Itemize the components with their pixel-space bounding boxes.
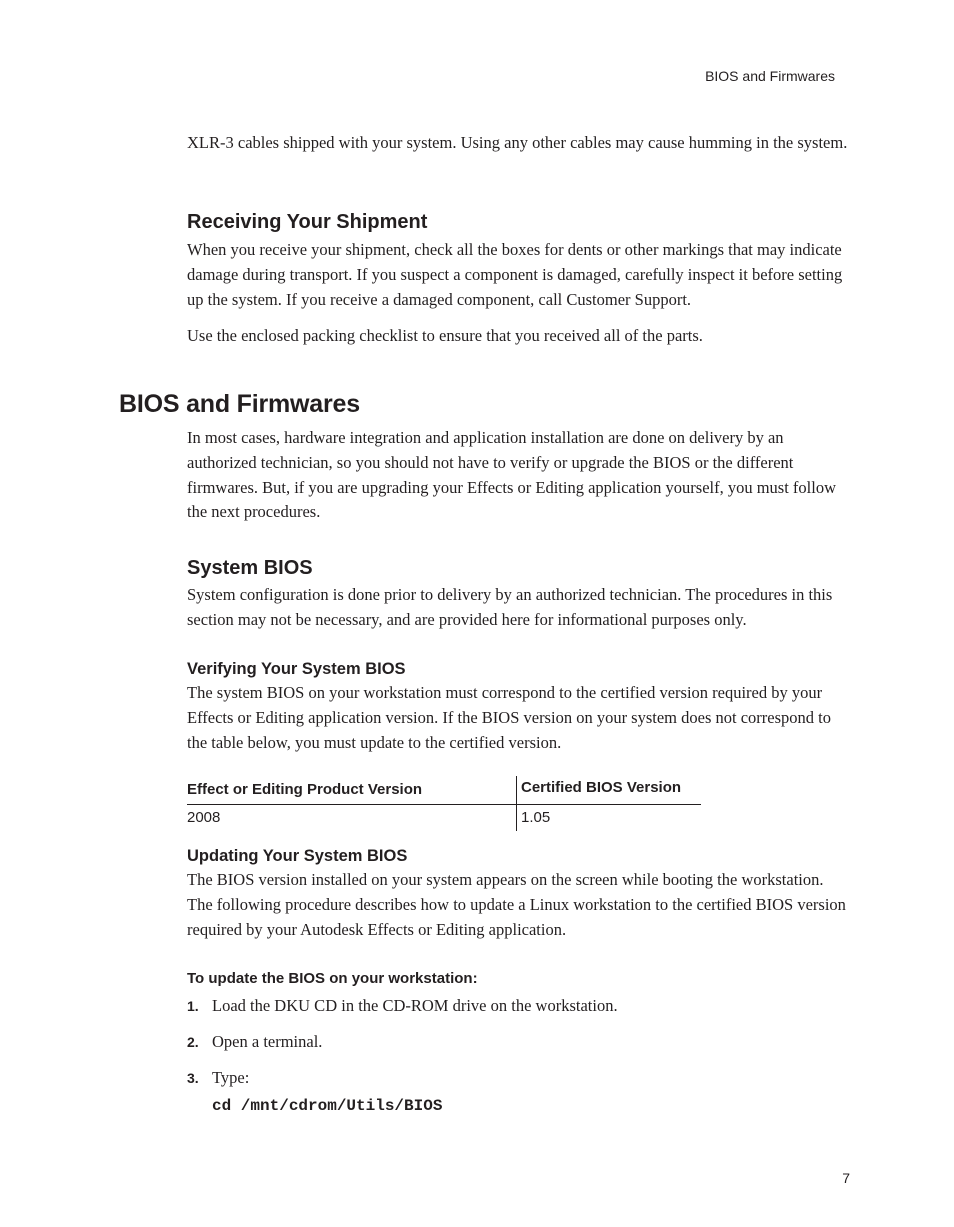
intro-continuation-paragraph: XLR-3 cables shipped with your system. Using any other cables may cause humming in the system. [187, 133, 848, 152]
system-bios-heading: System BIOS [187, 557, 313, 579]
procedure-heading: To update the BIOS on your workstation: [187, 970, 478, 987]
bios-firmwares-heading: BIOS and Firmwares [119, 390, 360, 418]
column-header-certified-bios: Certified BIOS Version [517, 776, 702, 805]
step-number: 1. [187, 998, 199, 1014]
step-text: Open a terminal. [212, 1032, 323, 1051]
procedure-step-1 [187, 994, 852, 1018]
receiving-shipment-heading: Receiving Your Shipment [187, 211, 428, 233]
updating-bios-paragraph: The BIOS version installed on your system appears on the screen while booting the workstation. The following procedure describes how to update a Linux workstation to the certified BIOS version required by your Autodesk Effects or Editing application. [187, 870, 846, 939]
table-row [187, 805, 701, 832]
updating-bios-heading: Updating Your System BIOS [187, 847, 408, 865]
procedure-step-2 [187, 1030, 852, 1054]
column-header-product-version: Effect or Editing Product Version [187, 776, 517, 805]
step-text: Type: [212, 1068, 250, 1087]
table-header-row [187, 776, 701, 805]
step-text: Load the DKU CD in the CD-ROM drive on the workstation. [212, 996, 618, 1015]
table-cell-bios-version: 1.05 [517, 805, 702, 832]
packing-checklist-paragraph: Use the enclosed packing checklist to ensure that you received all of the parts. [187, 326, 703, 345]
verifying-bios-paragraph: The system BIOS on your workstation must correspond to the certified version required by your Effects or Editing application version. If the BIOS version on your system does not correspond to the table below, you must update to the certified version. [187, 683, 831, 752]
receiving-shipment-paragraph: When you receive your shipment, check all the boxes for dents or other markings that may indicate damage during transport. If you suspect a component is damaged, carefully inspect it before setting up the system. If you receive a damaged component, call Customer Support. [187, 240, 843, 309]
procedure-step-3 [187, 1066, 852, 1090]
bios-firmwares-paragraph: In most cases, hardware integration and application installation are done on delivery by an authorized technician, so you should not have to verify or upgrade the BIOS or the different firmwares. But, if you are upgrading your Effects or Editing application yourself, you must follow the next procedures. [187, 428, 837, 522]
verifying-bios-heading: Verifying Your System BIOS [187, 660, 406, 678]
bios-version-table [187, 776, 701, 831]
running-header: BIOS and Firmwares [705, 68, 835, 84]
step-number: 2. [187, 1034, 199, 1050]
step-number: 3. [187, 1070, 199, 1086]
table-cell-product-version: 2008 [187, 809, 221, 826]
command-code: cd /mnt/cdrom/Utils/BIOS [212, 1097, 443, 1115]
page-number: 7 [842, 1170, 850, 1186]
system-bios-paragraph: System configuration is done prior to delivery by an authorized technician. The procedures in this section may not be necessary, and are provided here for informational purposes only. [187, 585, 833, 629]
